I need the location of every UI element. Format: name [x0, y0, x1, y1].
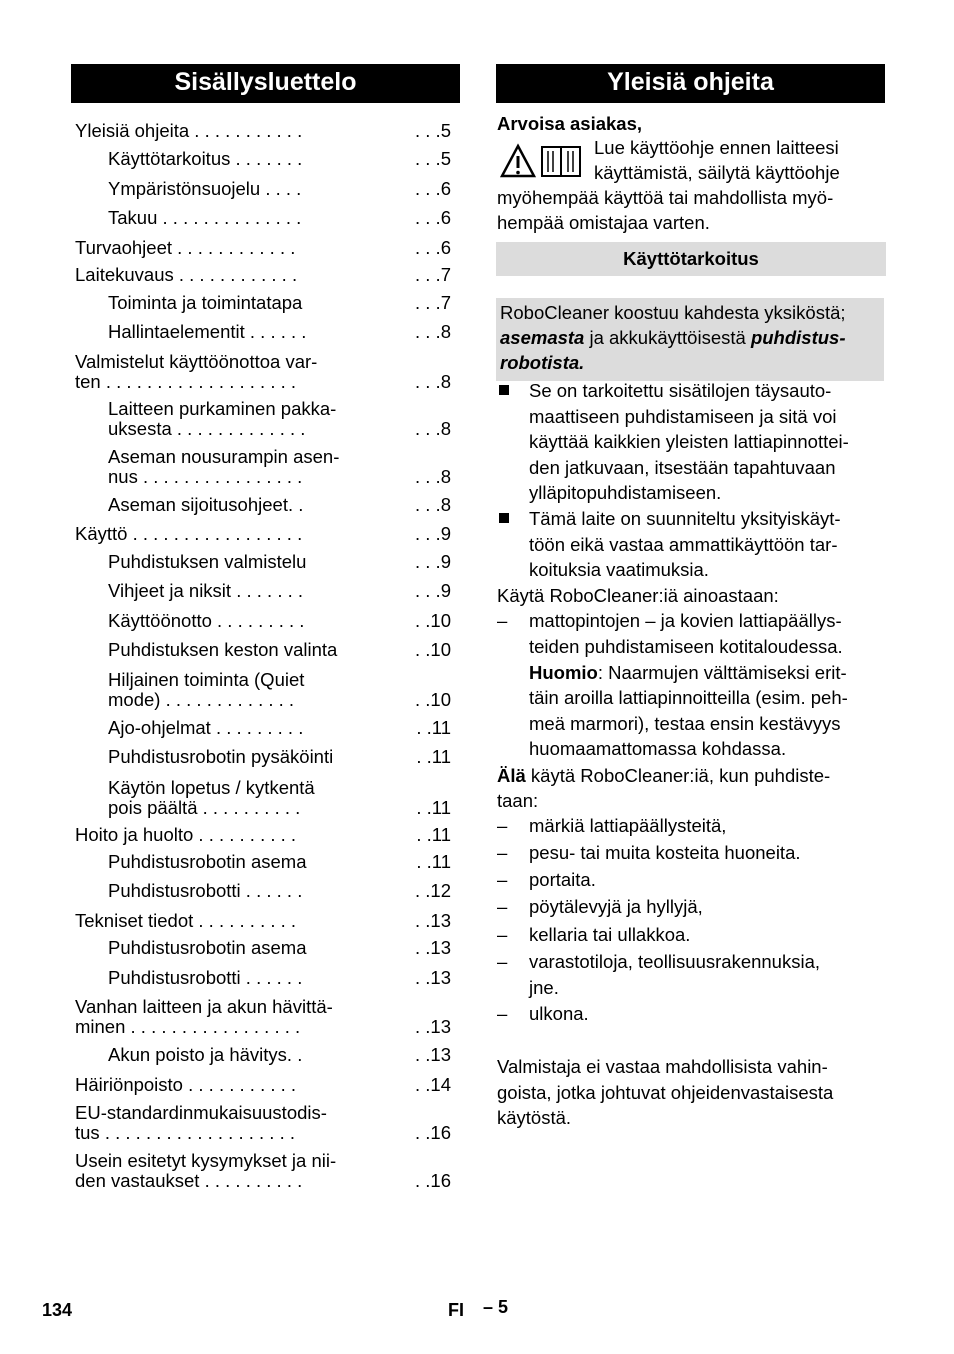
note-text [529, 685, 848, 762]
bullet-line: käyttää kaikkien yleisten lattiapinnottei- [529, 431, 849, 452]
toc-entry-title: Puhdistusrobotin asema [108, 937, 307, 958]
closing-line: goista, jotka johtuvat ohjeidenvastaisesta [497, 1081, 834, 1103]
bullet-square-icon [499, 385, 509, 395]
toc-entry [108, 208, 451, 228]
toc-entry-page: . . .7 [415, 292, 451, 313]
toc-entry [75, 121, 451, 141]
toc-entry [75, 352, 451, 392]
closing-line: Valmistaja ei vastaa mahdollisista vahin- [497, 1056, 828, 1077]
dash-marker: – [497, 842, 508, 863]
toc-entry-title: Hiljainen toiminta (Quiet mode) . . . . . . . . . . . . . [108, 669, 305, 710]
toc-entry-page: . . .5 [415, 148, 451, 169]
toc-entry-page: . .12 [415, 880, 451, 901]
toc-entry-title: Käyttö . . . . . . . . . . . . . . . . . [75, 523, 303, 544]
toc-entry [108, 495, 451, 515]
language-code: FI [448, 1300, 464, 1320]
toc-entry-title: Aseman sijoitusohjeet. . [108, 494, 304, 515]
dash-line: teiden puhdistamiseen kotitaloudessa. [529, 635, 843, 657]
toc-entry-page: . . .9 [415, 551, 451, 572]
toc-entry-title: Laitekuvaus . . . . . . . . . . . . [75, 264, 298, 285]
closing-text [497, 1054, 833, 1131]
toc-entry-page: . .11 [416, 824, 451, 845]
bullet-2 [529, 506, 841, 583]
page-number: 134 [42, 1300, 73, 1320]
toc-entry [108, 938, 451, 958]
subheading: Käyttötarkoitus [623, 248, 759, 269]
use-only-text: Käytä RoboCleaner:iä ainoastaan: [497, 585, 779, 606]
toc-entry-page: . . .8 [415, 371, 451, 392]
list-item: pesu- tai muita kosteita huoneita. [529, 842, 801, 863]
bullet-1 [529, 378, 849, 506]
toc-entry-title: Puhdistusrobotti . . . . . . [108, 967, 303, 988]
warning-text-4: hempää omistajaa varten. [497, 212, 710, 233]
toc-entry-page: . .10 [415, 639, 451, 660]
toc-entry-title: Ajo-ohjelmat . . . . . . . . . [108, 717, 304, 738]
warning-text-1: Lue käyttöohje ennen laitteesi [594, 137, 839, 158]
toc-entry-page: . . .9 [415, 523, 451, 544]
toc-entry-title: Käyttötarkoitus . . . . . . . [108, 148, 303, 169]
toc-entry-page: . .13 [415, 1044, 451, 1065]
toc-entry [108, 611, 451, 631]
general-heading: Yleisiä ohjeita [496, 64, 885, 103]
toc-entry-title: Yleisiä ohjeita . . . . . . . . . . . [75, 120, 303, 141]
toc-entry [108, 670, 451, 710]
dash-marker: – [497, 1003, 508, 1024]
toc-entry-page: . .10 [415, 689, 451, 710]
dash-marker: – [497, 951, 508, 972]
toc-entry-title: Käytön lopetus / kytkentä pois päältä . . . . . . . . . . [108, 777, 315, 818]
toc-entry [108, 293, 451, 313]
toc-entry [108, 852, 451, 872]
toc-entry-page: . . .8 [415, 494, 451, 515]
toc-entry-title: Puhdistusrobotin pysäköinti [108, 746, 334, 767]
toc-entry-title: EU-standardinmukaisuustodis- tus . . . . . . . . . . . . . . . . . . . [75, 1102, 327, 1143]
dont-line-2: taan: [497, 790, 539, 811]
list-item: pöytälevyjä ja hyllyjä, [529, 896, 703, 917]
note-line: meä marmori), testaa ensin kestävyys [529, 712, 841, 734]
toc-entry-page: . . .8 [415, 466, 451, 487]
note-line: täin aroilla lattiapinnoitteilla (esim. peh- [529, 687, 848, 708]
toc-entry-page: . . .5 [415, 120, 451, 141]
toc-entry-title: Vanhan laitteen ja akun hävittä- minen . . . . . . . . . . . . . . . . . [75, 996, 333, 1037]
toc-entry-title: Valmistelut käyttöönottoa var- ten . . . . . . . . . . . . . . . . . . . [75, 351, 318, 392]
toc-heading: Sisällysluettelo [71, 64, 460, 103]
toc-entry [75, 911, 451, 931]
toc-entry-page: . .11 [416, 717, 451, 738]
bullet-line: Tämä laite on suunniteltu yksityiskäyt- [529, 508, 841, 529]
toc-entry-page: . . .9 [415, 580, 451, 601]
section-page: – 5 [483, 1297, 509, 1317]
bullet-line: den jatkuvaan, itsestään tapahtuvaan [529, 456, 836, 478]
toc-entry [75, 524, 451, 544]
warning-text-2: käyttämistä, säilytä käyttöohje [594, 162, 840, 183]
toc-entry-title: Hallintaelementit . . . . . . [108, 321, 307, 342]
toc-entry-title: Puhdistuksen keston valinta [108, 639, 338, 660]
toc-entry-title: Ympäristönsuojelu . . . . [108, 178, 302, 199]
toc-entry [75, 238, 451, 258]
toc-entry-title: Hoito ja huolto . . . . . . . . . . [75, 824, 297, 845]
toc-entry [108, 581, 451, 601]
list-item: portaita. [529, 869, 596, 890]
list-item: märkiä lattiapäällysteitä, [529, 815, 727, 836]
toc-entry-title: Takuu . . . . . . . . . . . . . . [108, 207, 302, 228]
toc-entry-page: . . .6 [415, 178, 451, 199]
toc-entry-page: . .11 [416, 797, 451, 818]
toc-entry [108, 718, 451, 738]
toc-entry [108, 640, 451, 660]
toc-entry [108, 399, 451, 439]
toc-entry-page: . . .8 [415, 321, 451, 342]
toc-entry-title: Laitteen purkaminen pakka- uksesta . . . . . . . . . . . . . [108, 398, 337, 439]
dash-item-carpets [529, 608, 843, 659]
toc-entry [75, 265, 451, 285]
toc-entry-title: Puhdistuksen valmistelu [108, 551, 307, 572]
toc-entry-title: Aseman nousurampin asen- nus . . . . . . . . . . . . . . . . [108, 446, 340, 487]
toc-entry [108, 552, 451, 572]
toc-entry [108, 881, 451, 901]
dash-marker: – [497, 924, 508, 945]
list-item: kellaria tai ullakkoa. [529, 924, 691, 945]
toc-entry-title: Usein esitetyt kysymykset ja nii- den vastaukset . . . . . . . . . . [75, 1150, 337, 1191]
toc-entry [108, 968, 451, 988]
toc-entry-page: . .11 [416, 746, 451, 767]
note-line: huomaamattomassa kohdassa. [529, 738, 787, 759]
toc-entry-title: Häiriönpoisto . . . . . . . . . . . [75, 1074, 297, 1095]
note-line-1: Huomio: Naarmujen välttämiseksi erit- [529, 662, 847, 683]
dash-marker: – [497, 869, 508, 890]
list-item: ulkona. [529, 1003, 589, 1024]
list-item: varastotiloja, teollisuusrakennuksia, jne. [529, 951, 821, 998]
toc-entry [108, 179, 451, 199]
toc-entry-page: . .14 [415, 1074, 451, 1095]
closing-line: käytöstä. [497, 1107, 572, 1128]
toc-entry [108, 778, 451, 818]
dash-marker: – [497, 896, 508, 917]
toc-entry-title: Turvaohjeet . . . . . . . . . . . . [75, 237, 296, 258]
intro-line-1: RoboCleaner koostuu kahdesta yksiköstä; [500, 302, 846, 323]
toc-entry [75, 997, 451, 1037]
toc-entry [75, 825, 451, 845]
toc-entry-page: . .13 [415, 937, 451, 958]
dash-marker: – [497, 815, 508, 836]
toc-entry-page: . .13 [415, 967, 451, 988]
toc-entry-page: . .11 [416, 851, 451, 872]
warning-manual-icon [500, 143, 585, 179]
toc-entry [75, 1151, 451, 1191]
toc-entry-page: . .13 [415, 1016, 451, 1037]
toc-entry-title: Akun poisto ja hävitys. . [108, 1044, 303, 1065]
intro-line-3: robotista. [500, 352, 585, 373]
dash-line: mattopintojen – ja kovien lattiapäällys- [529, 610, 842, 631]
toc-entry-page: . .13 [415, 910, 451, 931]
bullet-line: ylläpitopuhdistamiseen. [529, 482, 722, 503]
toc-entry [75, 1075, 451, 1095]
toc-entry [108, 322, 451, 342]
toc-entry-page: . .16 [415, 1122, 451, 1143]
toc-entry-title: Toiminta ja toimintatapa [108, 292, 303, 313]
toc-entry-title: Vihjeet ja niksit . . . . . . . [108, 580, 304, 601]
toc-entry-page: . .16 [415, 1170, 451, 1191]
toc-entry-page: . .10 [415, 610, 451, 631]
dont-line-1: Älä käytä RoboCleaner:iä, kun puhdiste- [497, 765, 831, 786]
bullet-square-icon [499, 513, 509, 523]
toc-entry-page: . . .6 [415, 207, 451, 228]
intro-line-2: asemasta ja akkukäyttöisestä puhdistus- [500, 327, 846, 348]
toc-entry-title: Puhdistusrobotin asema [108, 851, 307, 872]
bullet-line: maattiseen puhdistamiseen ja sitä voi [529, 405, 837, 427]
toc-entry-page: . . .8 [415, 418, 451, 439]
toc-entry [108, 747, 451, 767]
bullet-line: Se on tarkoitettu sisätilojen täysauto- [529, 380, 832, 401]
toc-entry-page: . . .6 [415, 237, 451, 258]
toc-entry [108, 1045, 451, 1065]
toc-entry-title: Tekniset tiedot . . . . . . . . . . [75, 910, 297, 931]
toc-entry-title: Puhdistusrobotti . . . . . . [108, 880, 303, 901]
bullet-line: koituksia vaatimuksia. [529, 559, 709, 580]
bullet-line: töön eikä vastaa ammattikäyttöön tar- [529, 533, 838, 555]
warning-text-3: myöhempää käyttöä tai mahdollista myö- [497, 187, 834, 208]
greeting: Arvoisa asiakas, [497, 113, 643, 134]
toc-entry-page: . . .7 [415, 264, 451, 285]
toc-entry [108, 149, 451, 169]
toc-entry-title: Käyttöönotto . . . . . . . . . [108, 610, 305, 631]
toc-entry [108, 447, 451, 487]
toc-entry [75, 1103, 451, 1143]
dash-marker: – [497, 610, 508, 631]
